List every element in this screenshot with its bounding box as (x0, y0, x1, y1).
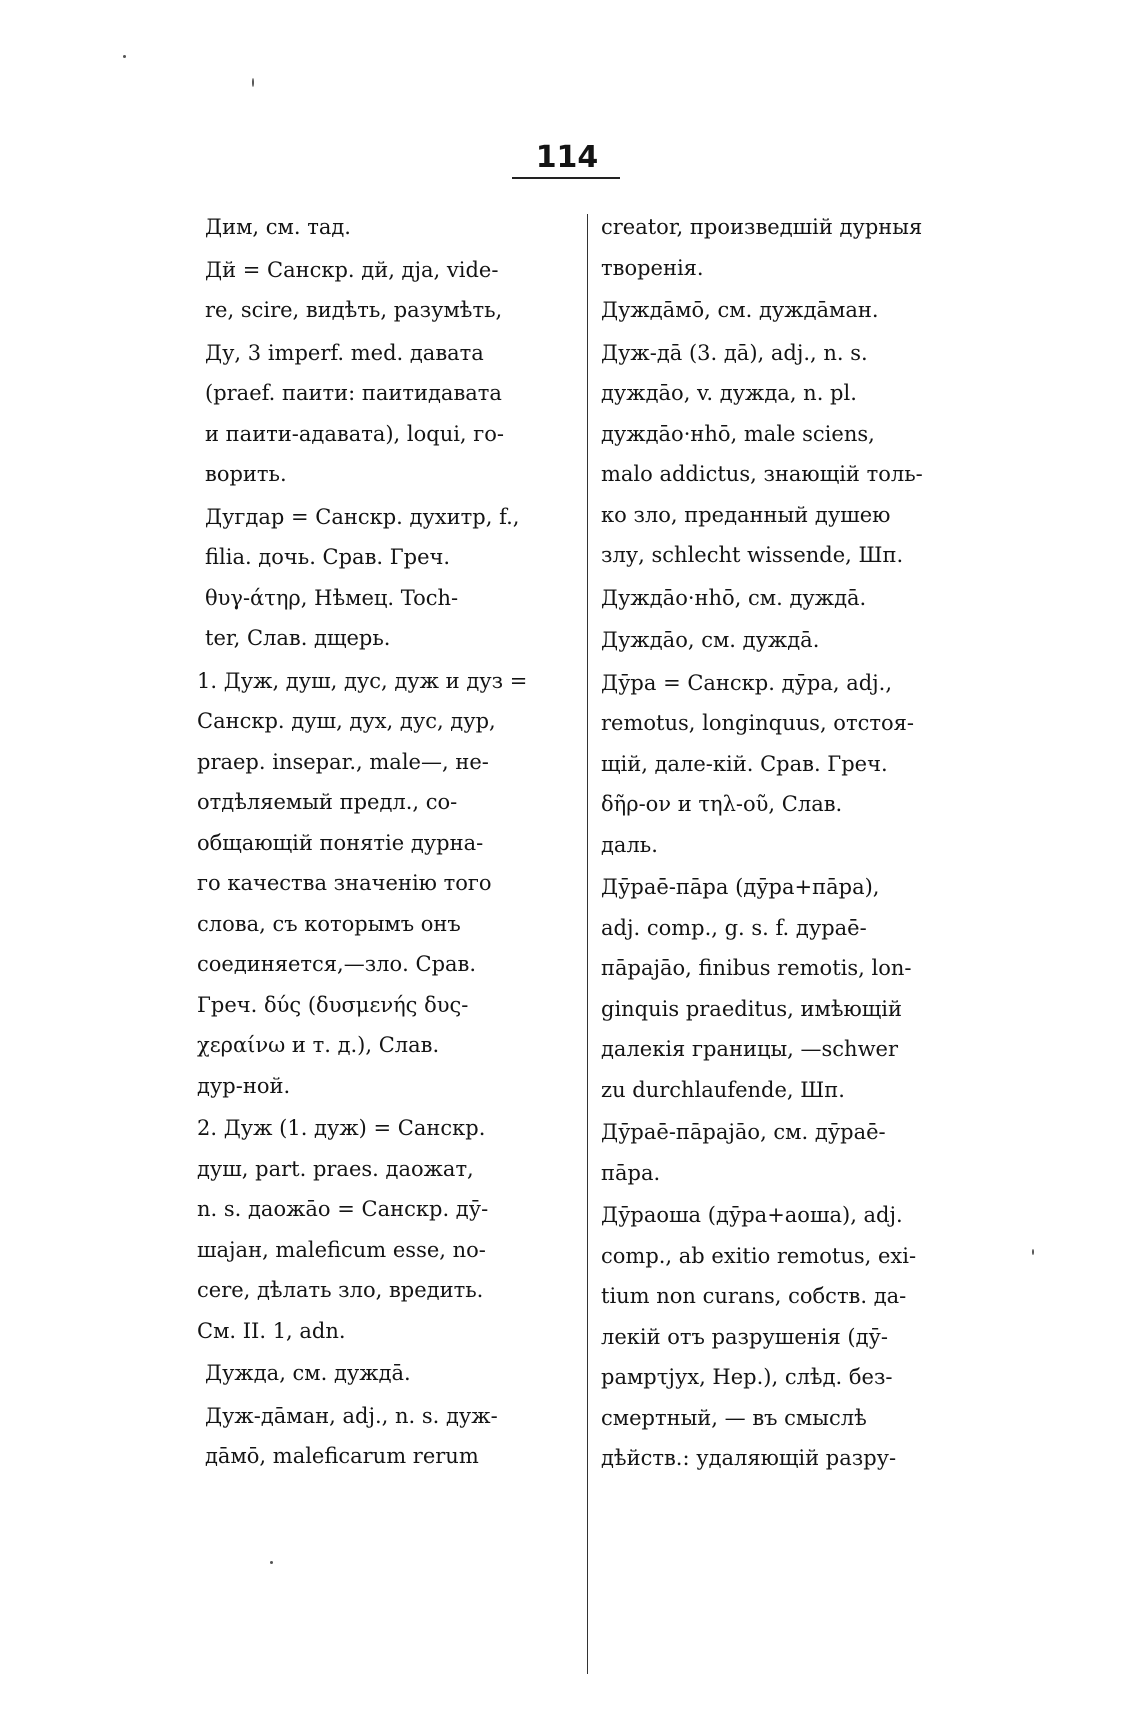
entry-line: ворить. (205, 462, 287, 486)
entry-line: praep. insepar., male—, не- (197, 749, 489, 774)
entry-line: filia. дочь. Срав. Греч. (205, 545, 451, 569)
dictionary-entry (601, 620, 983, 661)
scan-speck (123, 55, 126, 58)
header-rule (512, 177, 620, 179)
entry-line: ginquis praeditus, имѣющій (601, 996, 903, 1021)
scan-speck (270, 1561, 273, 1564)
entry-line: re, scire, видѣть, разумѣть, (205, 298, 503, 322)
entry-line: дѣйств.: удаляющій разру- (601, 1446, 897, 1470)
entry-line: 2. Дуж (1. дуж) = Санскр. (197, 1116, 486, 1140)
entry-line: δῆρ-ον и τηλ-οῦ, Слав. (601, 792, 843, 816)
entry-line: рамрτјух, Нер.), слѣд. без- (601, 1365, 893, 1389)
entry-line: χεραίνω и т. д.), Слав. (197, 1033, 440, 1057)
dictionary-entry (205, 333, 581, 495)
entry-line: отдѣляемый предл., со- (197, 790, 458, 814)
dictionary-entry (601, 1112, 983, 1193)
entry-line: ter, Слав. дщерь. (205, 626, 391, 650)
entry-line: Дугдар = Санскр. духитр, f., (205, 504, 520, 529)
entry-line: пāрајāо, finibus remotis, lon- (601, 956, 912, 980)
page-number: 114 (535, 140, 599, 175)
entry-line: Дуж-дāман, adj., n. s. дуж- (205, 1403, 498, 1428)
entry-line: дур-ной. (197, 1073, 291, 1098)
entry-line: ко зло, преданный душею (601, 502, 891, 527)
entry-line: дуждāо, v. дужда, n. pl. (601, 381, 857, 405)
dictionary-entry (197, 1108, 581, 1351)
entry-line: лекій отъ разрушенія (дӯ- (601, 1324, 888, 1349)
entry-line: пāра. (601, 1160, 661, 1185)
dictionary-entry (205, 1353, 581, 1394)
left-column (197, 207, 581, 1479)
entry-line: Дуж-дā (3. дā), adj., n. s. (601, 340, 868, 365)
dictionary-entry (601, 1195, 983, 1479)
entry-line: Дуждāмō, см. дуждāман. (601, 298, 879, 322)
entry-line: См. II. 1, adn. (197, 1318, 346, 1343)
entry-line: Дужда, см. дуждā. (205, 1361, 411, 1385)
entry-line: cere, дѣлать зло, вредить. (197, 1278, 484, 1302)
entry-line: Дӯраē-пāрајāо, см. дӯраē- (601, 1120, 886, 1144)
entry-line: 1. Дуж, душ, дус, дуж и дуз = (197, 668, 528, 693)
dictionary-entry (601, 290, 983, 331)
entry-line: Греч. δύς (δυσμενής δυς- (197, 992, 469, 1017)
entry-line: щій, дале-кій. Срав. Греч. (601, 751, 888, 776)
entry-line: Ду, 3 imperf. med. давата (205, 340, 484, 365)
dictionary-entry (601, 663, 983, 866)
entry-line: го качества значенію того (197, 871, 492, 895)
entry-line: даль. (601, 832, 658, 857)
entry-line: tium non curans, собств. да- (601, 1284, 907, 1308)
dictionary-entry (205, 207, 581, 248)
entry-line: malo addictus, знающій толь- (601, 462, 923, 486)
entry-line: дуждāо·нhō, male sciens, (601, 421, 875, 446)
dictionary-entry (205, 497, 581, 659)
entry-line: творенія. (601, 255, 704, 280)
entry-line: далекія границы, —schwer (601, 1037, 899, 1061)
entry-line: злу, schlecht wissende, Шп. (601, 543, 904, 567)
dictionary-entry (601, 333, 983, 576)
right-column (601, 207, 983, 1481)
dictionary-entry (205, 1396, 581, 1477)
entry-line: Дӯраоша (дӯра+аоша), adj. (601, 1203, 903, 1227)
column-divider (587, 214, 588, 1674)
entry-line: Дуждāо·нhō, см. дуждā. (601, 585, 867, 610)
entry-line: creator, произведшій дурныя (601, 215, 923, 239)
entry-line: adj. comp., g. s. f. дураē- (601, 915, 867, 940)
dictionary-entry (601, 867, 983, 1110)
dictionary-entry (197, 661, 581, 1107)
entry-line: слова, съ которымъ онъ (197, 911, 461, 936)
scan-speck (252, 78, 254, 87)
entry-line: соединяется,—зло. Срав. (197, 952, 477, 976)
entry-line: Дӯраē-пāра (дӯра+пāра), (601, 875, 880, 899)
entry-line: (praef. паити: паитидавата (205, 381, 502, 405)
entry-line: и паити-адавата), loqui, го- (205, 421, 505, 446)
entry-line: θυγ-άτηρ, Нѣмец. Toch- (205, 585, 459, 610)
dictionary-entry (601, 207, 983, 288)
entry-line: zu durchlaufende, Шп. (601, 1077, 845, 1102)
entry-line: Дй = Санскр. дй, дја, vide- (205, 257, 499, 282)
entry-line: Дуждāо, см. дуждā. (601, 628, 820, 652)
dictionary-entry (601, 578, 983, 619)
entry-line: душ, part. praes. даожат, (197, 1156, 474, 1181)
entry-line: Санскр. душ, дух, дус, дур, (197, 709, 496, 733)
scan-speck (1032, 1249, 1034, 1255)
dictionary-entry (205, 250, 581, 331)
entry-line: comp., ab exitio remotus, exi- (601, 1243, 917, 1268)
entry-line: n. s. даожāо = Санскр. дӯ- (197, 1197, 489, 1221)
entry-line: Дим, см. тад. (205, 215, 351, 239)
entry-line: шајан, maleficum esse, no- (197, 1237, 486, 1262)
entry-line: общающій понятіе дурна- (197, 830, 484, 855)
entry-line: Дӯра = Санскр. дӯра, adj., (601, 670, 893, 695)
entry-line: remotus, longinquus, отстоя- (601, 711, 914, 735)
entry-line: смертный, — въ смыслѣ (601, 1405, 867, 1430)
entry-line: дāмō, maleficarum rerum (205, 1444, 479, 1468)
